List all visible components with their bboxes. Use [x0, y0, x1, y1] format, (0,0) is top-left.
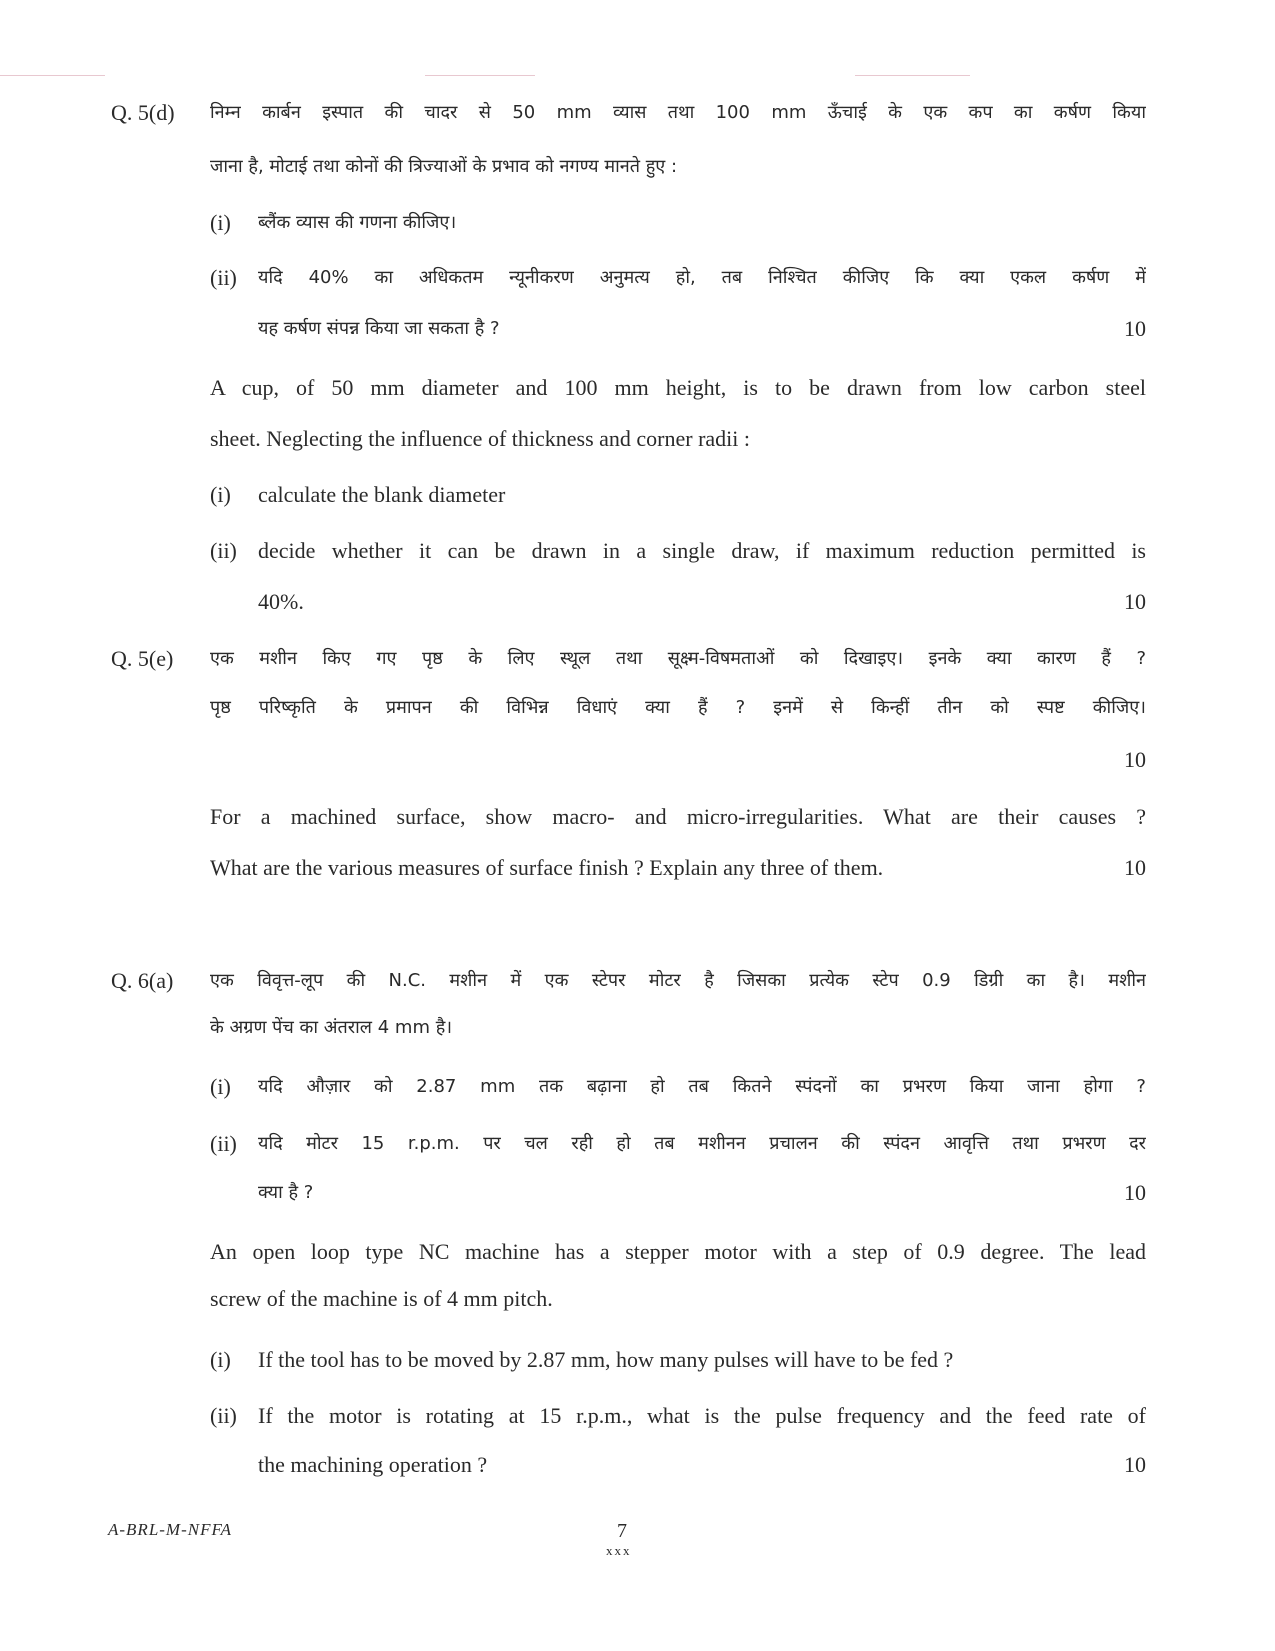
hindi-line: पृष्ठ परिष्कृति के प्रमापन की विभिन्न विधाएं क्या हैं ? इनमें से किन्हीं तीन को स्पष्ट कीजिए। [210, 697, 1146, 718]
marks: 10 [1124, 1452, 1146, 1477]
item-number: (ii) [210, 538, 237, 563]
hindi-line: जाना है, मोटाई तथा कोनों की त्रिज्याओं के प्रभाव को नगण्य मानते हुए : [210, 156, 678, 177]
hindi-line: यदि 40% का अधिकतम न्यूनीकरण अनुमत्य हो, तब निश्चित कीजिए कि क्या एकल कर्षण में [258, 267, 1146, 288]
page-number: 7 [617, 1520, 628, 1542]
item-number: (ii) [210, 265, 237, 290]
question-label: Q. 5(e) [111, 646, 174, 671]
decor-line [425, 75, 535, 76]
marks: 10 [1124, 589, 1146, 614]
hindi-line: ब्लैंक व्यास की गणना कीजिए। [258, 212, 457, 233]
english-line: If the tool has to be moved by 2.87 mm, how many pulses will have to be fed ? [258, 1347, 954, 1372]
marks: 10 [1124, 855, 1146, 880]
decor-line [855, 75, 970, 76]
question-label: Q. 5(d) [111, 100, 175, 125]
hindi-line: यदि मोटर 15 r.p.m. पर चल रही हो तब मशीनन प्रचालन की स्पंदन आवृत्ति तथा प्रभरण दर [258, 1133, 1146, 1154]
english-line: 40%. [258, 589, 304, 614]
english-line: A cup, of 50 mm diameter and 100 mm height, is to be drawn from low carbon steel [210, 375, 1146, 400]
english-line: calculate the blank diameter [258, 482, 506, 507]
english-line: If the motor is rotating at 15 r.p.m., what is the pulse frequency and the feed rate of [258, 1403, 1146, 1428]
hindi-line: निम्न कार्बन इस्पात की चादर से 50 mm व्यास तथा 100 mm ऊँचाई के एक कप का कर्षण किया [210, 102, 1146, 123]
item-number: (i) [210, 1074, 231, 1099]
paper-code: A-BRL-M-NFFA [108, 1520, 233, 1539]
question-label: Q. 6(a) [111, 968, 174, 993]
hindi-line: एक विवृत्त-लूप की N.C. मशीन में एक स्टेपर मोटर है जिसका प्रत्येक स्टेप 0.9 डिग्री का है। मशीन [210, 970, 1146, 991]
english-line: the machining operation ? [258, 1452, 488, 1477]
item-number: (ii) [210, 1403, 237, 1428]
english-line: screw of the machine is of 4 mm pitch. [210, 1286, 553, 1311]
item-number: (ii) [210, 1131, 237, 1156]
item-number: (i) [210, 482, 231, 507]
decor-line [0, 75, 105, 76]
marks: 10 [1124, 316, 1146, 341]
english-line: sheet. Neglecting the influence of thickness and corner radii : [210, 426, 751, 451]
marks: 10 [1124, 747, 1146, 772]
english-line: What are the various measures of surface finish ? Explain any three of them. [210, 855, 884, 880]
hindi-line: यदि औज़ार को 2.87 mm तक बढ़ाना हो तब कितने स्पंदनों का प्रभरण किया जाना होगा ? [258, 1076, 1146, 1097]
english-line: decide whether it can be drawn in a single draw, if maximum reduction permitted is [258, 538, 1146, 563]
hindi-line: यह कर्षण संपन्न किया जा सकता है ? [258, 318, 500, 339]
item-number: (i) [210, 210, 231, 235]
hindi-line: क्या है ? [258, 1182, 314, 1203]
hindi-line: के अग्रण पेंच का अंतराल 4 mm है। [210, 1017, 453, 1038]
english-line: For a machined surface, show macro- and micro-irregularities. What are their causes ? [210, 804, 1146, 829]
marks: 10 [1124, 1180, 1146, 1205]
footer-mark: xxx [606, 1543, 632, 1558]
english-line: An open loop type NC machine has a stepper motor with a step of 0.9 degree. The lead [210, 1239, 1146, 1264]
hindi-line: एक मशीन किए गए पृष्ठ के लिए स्थूल तथा सूक्ष्म-विषमताओं को दिखाइए। इनके क्या कारण हैं ? [210, 648, 1146, 669]
item-number: (i) [210, 1347, 231, 1372]
